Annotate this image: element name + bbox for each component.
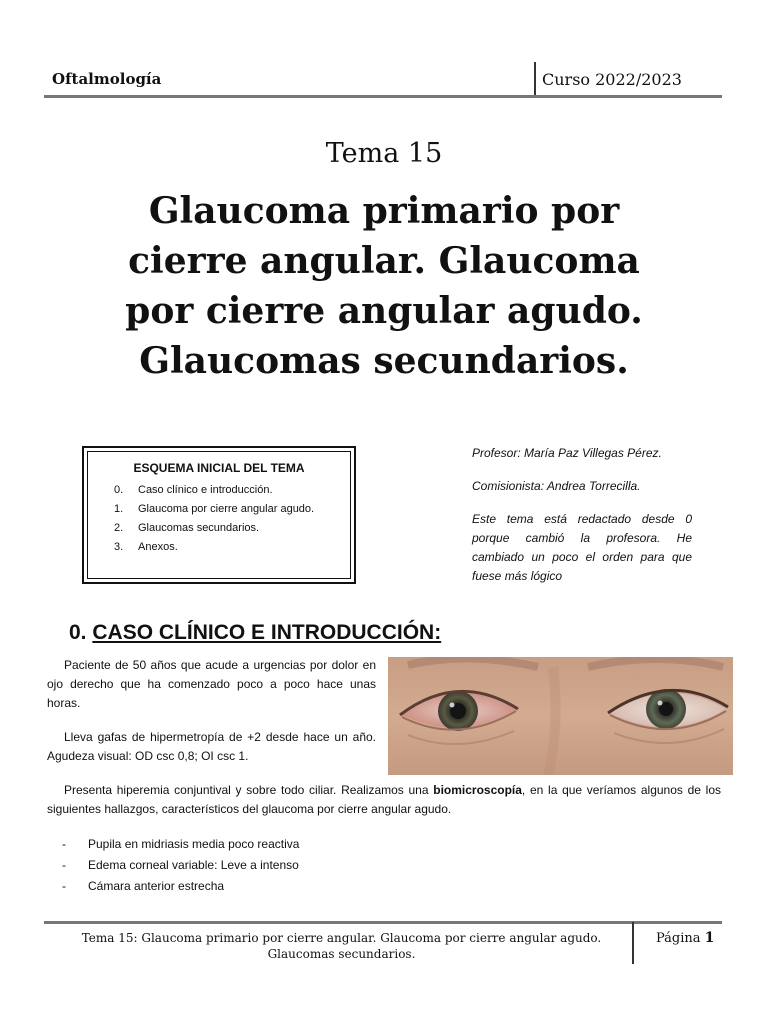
- list-item-text: Pupila en midriasis media poco reactiva: [88, 837, 300, 851]
- page-title: [84, 186, 684, 386]
- bullet-dash: -: [62, 858, 66, 872]
- footer-divider: [632, 922, 634, 964]
- scheme-item-text: Caso clínico e introducción.: [138, 484, 273, 496]
- scheme-item-text: Anexos.: [138, 541, 178, 553]
- page-label: Página: [656, 931, 701, 946]
- header-divider: [534, 62, 536, 96]
- list-item-text: Edema corneal variable: Leve a intenso: [88, 858, 299, 872]
- title-line: cierre angular. Glaucoma: [128, 240, 640, 282]
- case-paragraph-2: Lleva gafas de hipermetropía de +2 desde hace un año. Agudeza visual: OD csc 0,8; OI csc 1.: [47, 730, 376, 763]
- header-subject: Oftalmología: [52, 70, 162, 88]
- scheme-item: [114, 500, 324, 519]
- case-paragraph-3-start: Presenta hiperemia conjuntival y sobre todo ciliar. Realizamos una: [64, 783, 434, 797]
- list-item: [62, 876, 299, 897]
- scheme-item: [114, 481, 324, 500]
- section-title: CASO CLÍNICO E INTRODUCCIÓN:: [92, 621, 442, 644]
- list-item: [62, 855, 299, 876]
- list-item: [62, 834, 299, 855]
- topic-number: Tema 15: [325, 138, 443, 169]
- case-paragraph-3: [47, 781, 721, 819]
- section-number: 0.: [69, 621, 87, 644]
- scheme-list: [114, 481, 324, 557]
- footer-title-line: Glaucomas secundarios.: [267, 947, 416, 961]
- footer-title: [64, 930, 619, 962]
- page-number: [656, 930, 714, 946]
- scheme-item: [114, 538, 324, 557]
- eyes-photo: [388, 657, 733, 775]
- findings-list: [62, 834, 299, 897]
- author-note: Este tema está redactado desde 0 porque cambió la profesora. He cambiado un poco el orden para que fuese más lógico: [472, 512, 692, 583]
- footer-rule: [44, 921, 722, 924]
- scheme-box-inner: [87, 451, 351, 579]
- scheme-item: [114, 519, 324, 538]
- scheme-heading: ESQUEMA INICIAL DEL TEMA: [133, 461, 305, 475]
- eyes-illustration: [388, 657, 733, 775]
- bullet-dash: -: [62, 879, 66, 893]
- page-number-value: 1: [704, 930, 715, 946]
- section-heading: [69, 621, 441, 645]
- header-rule: [44, 95, 722, 98]
- case-paragraph-3-end: , en la que veríamos algunos de los siguientes hallazgos, característicos del glaucoma por cierre angular agudo.: [47, 783, 721, 816]
- case-paragraph-1: Paciente de 50 años que acude a urgencias por dolor en ojo derecho que ha comenzado poco a poco hace unas horas.: [47, 658, 376, 710]
- scheme-item-number: 0.: [114, 484, 124, 496]
- scheme-box: [82, 446, 356, 584]
- title-line: Glaucoma primario por: [148, 190, 620, 232]
- scheme-item-number: 3.: [114, 541, 124, 553]
- case-paragraph-3-bold: biomicroscopía: [433, 783, 522, 797]
- header-course: Curso 2022/2023: [542, 70, 682, 89]
- professor-line: Profesor: María Paz Villegas Pérez.: [472, 446, 662, 460]
- scheme-item-number: 2.: [114, 522, 124, 534]
- bullet-dash: -: [62, 837, 66, 851]
- footer-title-line: Tema 15: Glaucoma primario por cierre angular. Glaucoma por cierre angular agudo.: [81, 931, 602, 945]
- scheme-item-text: Glaucomas secundarios.: [138, 522, 260, 534]
- scheme-item-text: Glaucoma por cierre angular agudo.: [138, 503, 315, 515]
- list-item-text: Cámara anterior estrecha: [88, 879, 225, 893]
- scheme-item-number: 1.: [114, 503, 124, 515]
- title-line: por cierre angular agudo.: [125, 290, 643, 332]
- commissioner-line: Comisionista: Andrea Torrecilla.: [472, 479, 641, 493]
- title-line: Glaucomas secundarios.: [139, 340, 629, 382]
